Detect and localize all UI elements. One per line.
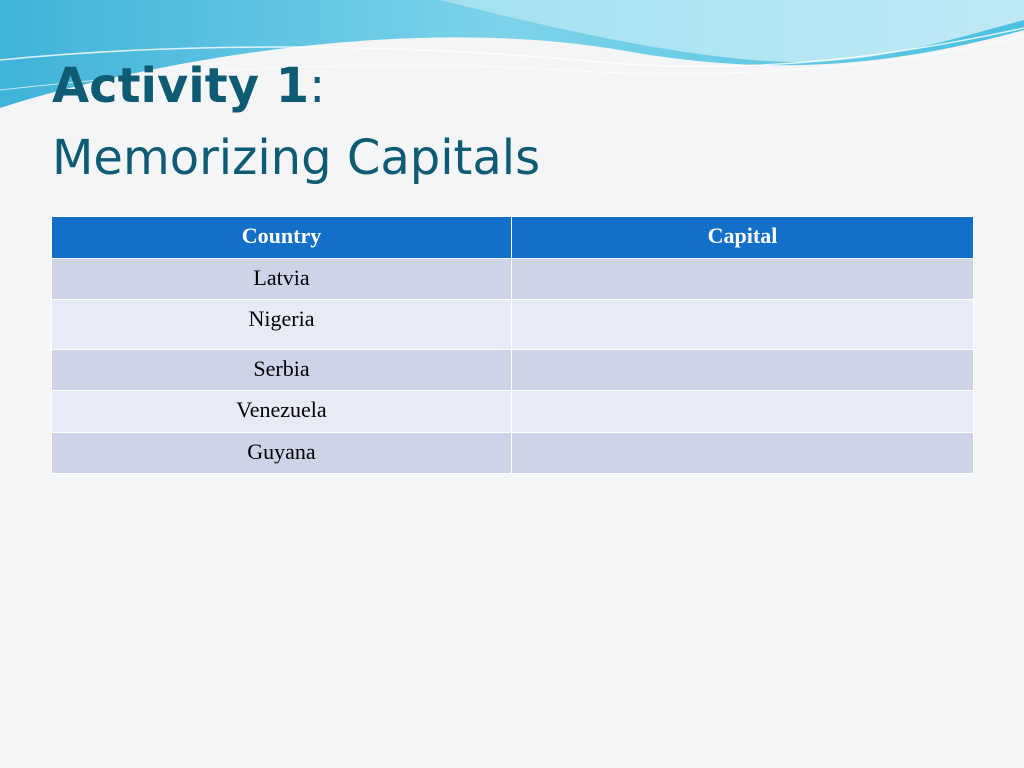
header-country: Country	[52, 217, 512, 259]
table-row	[52, 350, 974, 391]
title-line	[52, 58, 540, 114]
country-cell: Nigeria	[52, 300, 512, 350]
capital-cell	[512, 300, 974, 350]
title-colon: :	[309, 58, 326, 114]
table-row	[52, 433, 974, 474]
capitals-table	[51, 216, 974, 474]
table-row	[52, 391, 974, 433]
capital-cell	[512, 350, 974, 391]
country-cell: Serbia	[52, 350, 512, 391]
title-activity: Activity 1	[52, 58, 310, 114]
country-cell: Latvia	[52, 259, 512, 300]
capital-cell	[512, 433, 974, 474]
capital-cell	[512, 391, 974, 433]
table-header-row	[52, 217, 974, 259]
header-capital: Capital	[512, 217, 974, 259]
capital-cell	[512, 259, 974, 300]
table-row	[52, 259, 974, 300]
slide-subtitle: Memorizing Capitals	[52, 130, 541, 186]
slide-title	[52, 58, 541, 186]
country-cell: Venezuela	[52, 391, 512, 433]
country-cell: Guyana	[52, 433, 512, 474]
table-row	[52, 300, 974, 350]
